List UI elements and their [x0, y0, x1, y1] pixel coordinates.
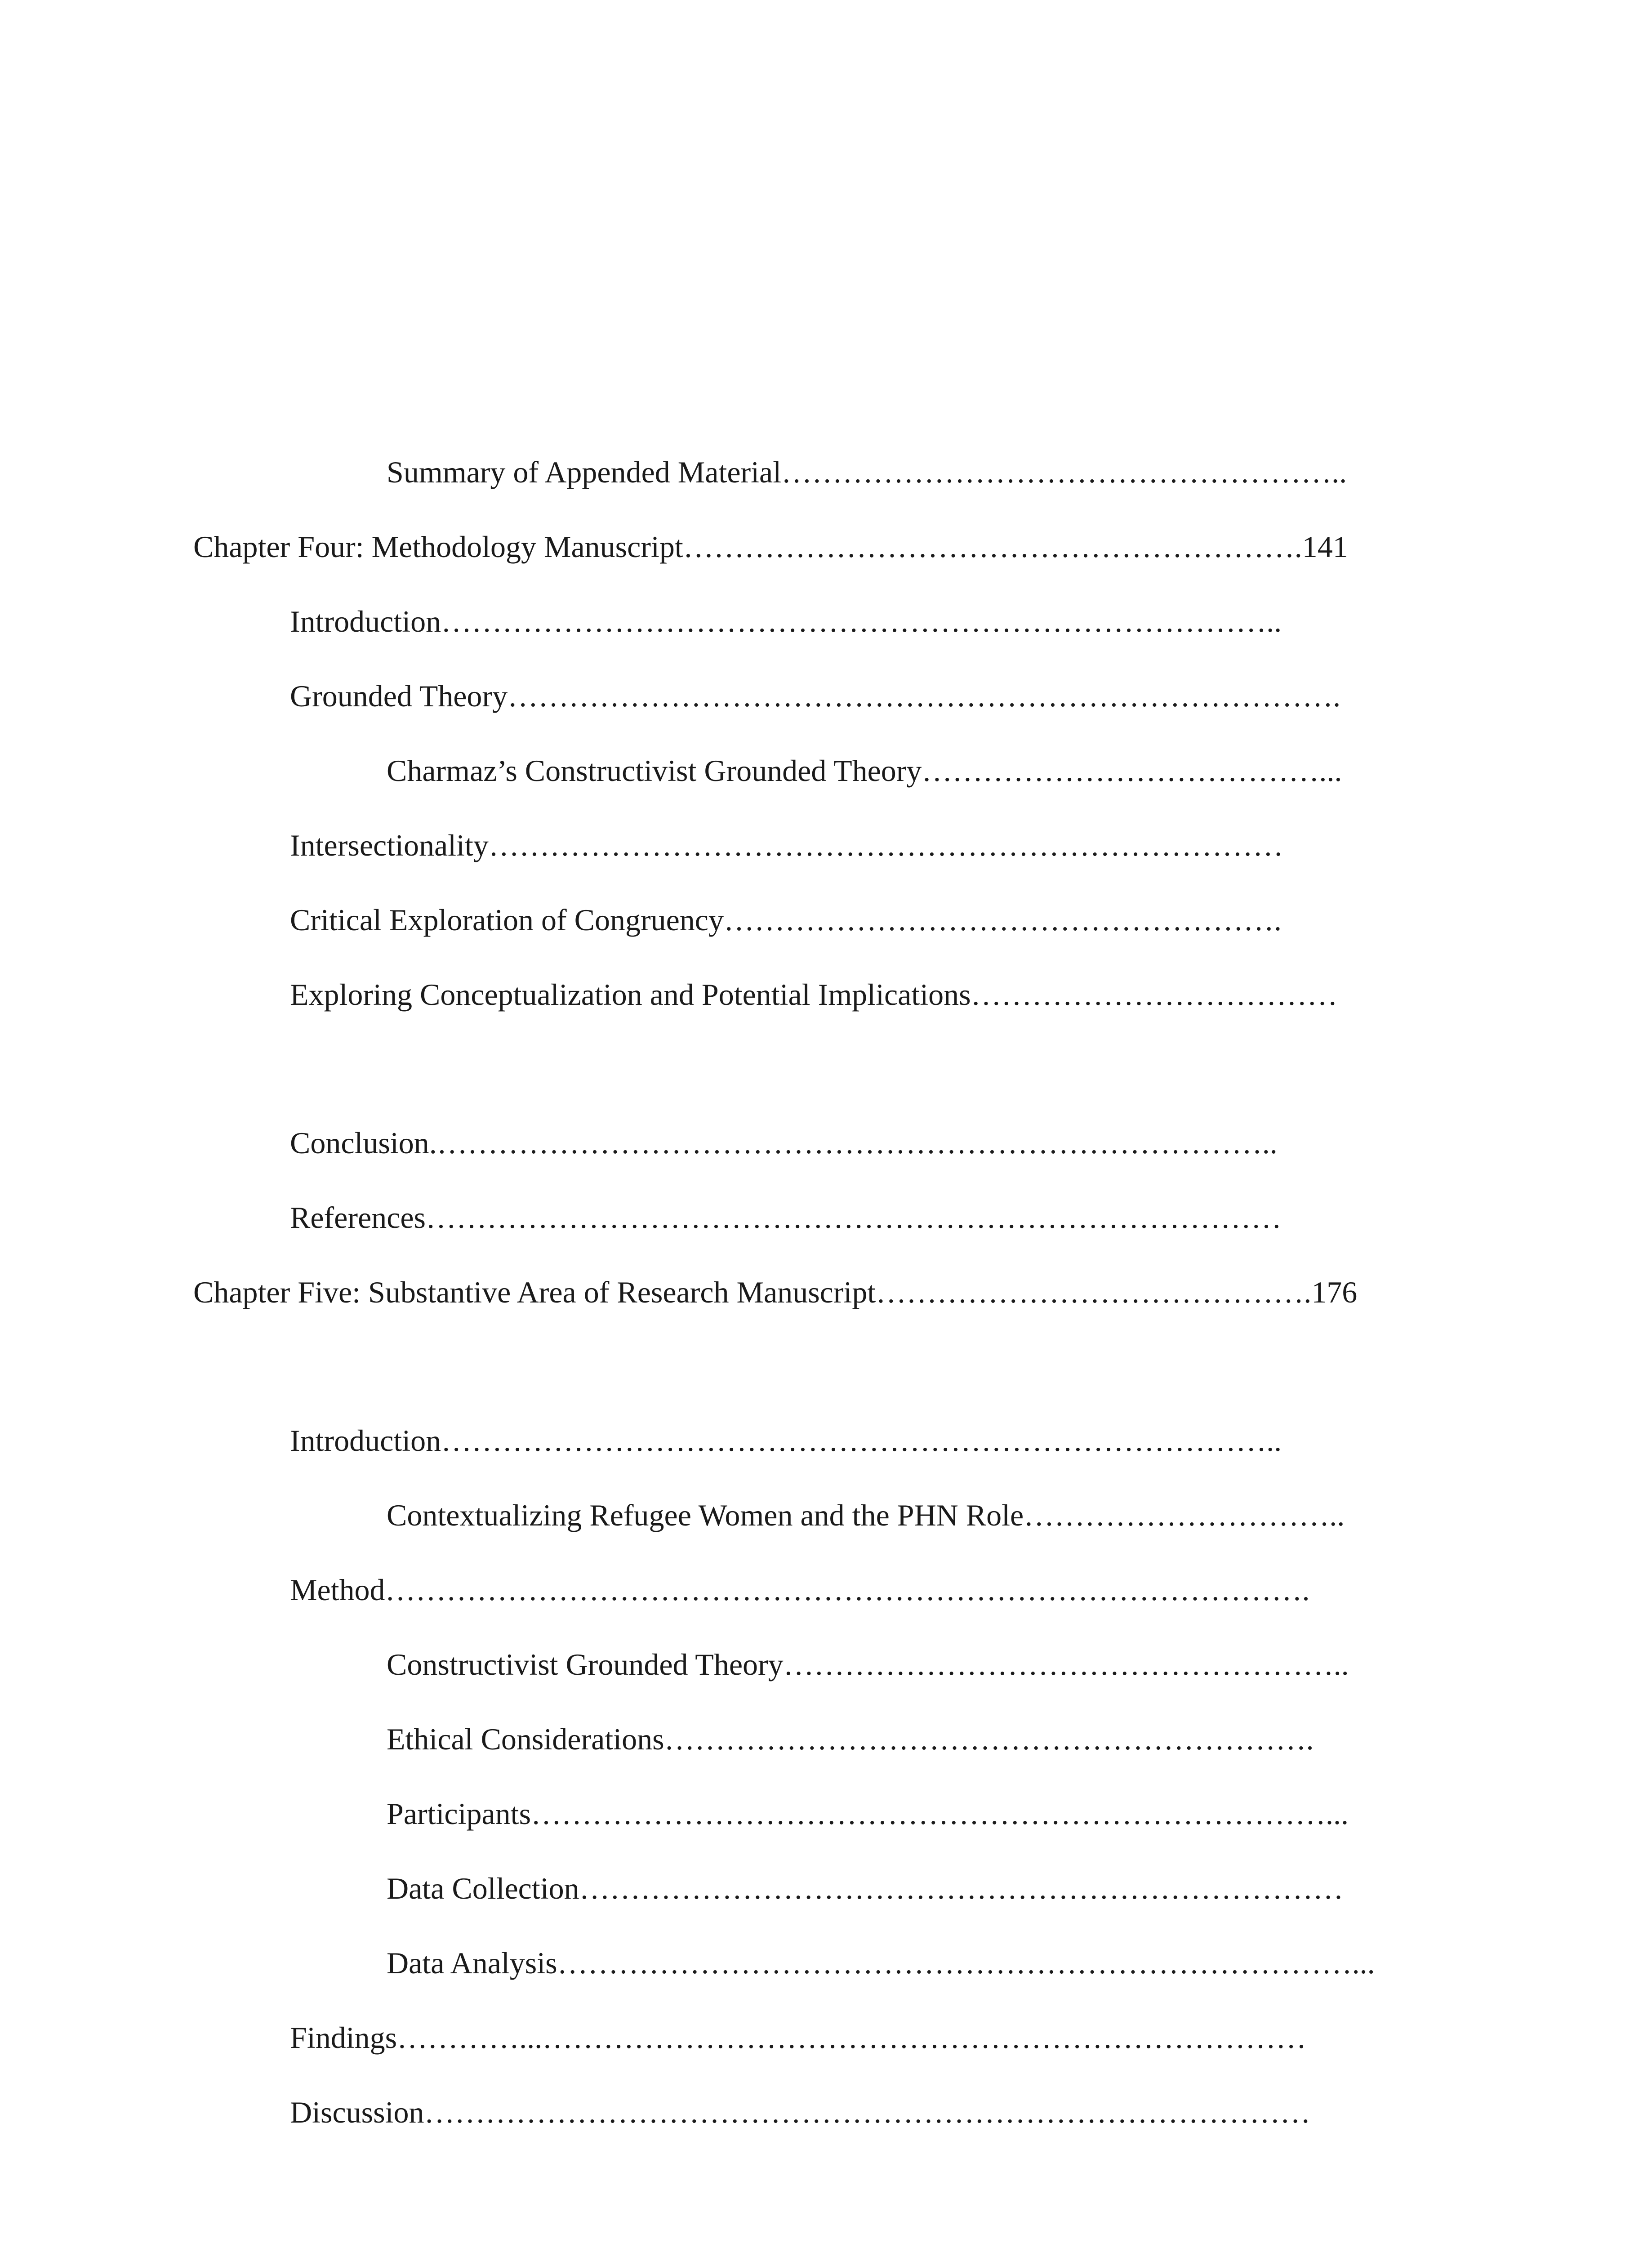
toc-entry-ethical-considerations: Ethical Considerations……………………………………………………….	[387, 1722, 1314, 1756]
toc-entry-findings: Findings…………...…………………………………………………………………	[290, 2021, 1307, 2055]
toc-entry-contextualizing-refugee-women: Contextualizing Refugee Women and the PHN Role…………………………..	[387, 1498, 1345, 1532]
toc-entry-introduction: Introduction………………………………………………………………………..	[290, 604, 1282, 638]
toc-entry-data-analysis: Data Analysis……………………………………………………………………...	[387, 1946, 1375, 1980]
toc-entry-participants: Participants……………………………………………………………………...	[387, 1797, 1349, 1831]
toc-entry-constructivist-grounded-theory: Constructivist Grounded Theory………………………………………………..	[387, 1647, 1349, 1682]
toc-entry-chapter-five: Chapter Five: Substantive Area of Research Manuscript…………………………………….176	[193, 1275, 1358, 1309]
toc-entry-charmaz-constructivist-grounded-theory: Charmaz’s Constructivist Grounded Theory…………………………………...	[387, 754, 1342, 788]
toc-entry-conclusion: Conclusion.………………………………………………………………………..	[290, 1126, 1278, 1160]
toc-entry-introduction: Introduction………………………………………………………………………..	[290, 1423, 1282, 1458]
toc-entry-method: Method……………………………………………………………………………….	[290, 1573, 1310, 1607]
toc-entry-exploring-conceptualization: Exploring Conceptualization and Potential Implications………………………………	[290, 977, 1338, 1012]
toc-entry-intersectionality: Intersectionality……………………………………………………………………	[290, 828, 1283, 862]
toc-entry-summary-of-appended-material: Summary of Appended Material………………………………………………..	[387, 455, 1347, 489]
toc-entry-references: References…………………………………………………………………………	[290, 1200, 1282, 1235]
toc-entry-chapter-four: Chapter Four: Methodology Manuscript…………………………………………………….141	[193, 530, 1348, 564]
toc-entry-critical-exploration-of-congruency: Critical Exploration of Congruency……………………………………………….	[290, 903, 1282, 937]
toc-entry-grounded-theory: Grounded Theory……………………………………………………………………….	[290, 679, 1341, 713]
toc-entry-discussion: Discussion……………………………………………………………………………	[290, 2095, 1311, 2129]
toc-entry-data-collection: Data Collection…………………………………………………………………	[387, 1871, 1344, 1905]
